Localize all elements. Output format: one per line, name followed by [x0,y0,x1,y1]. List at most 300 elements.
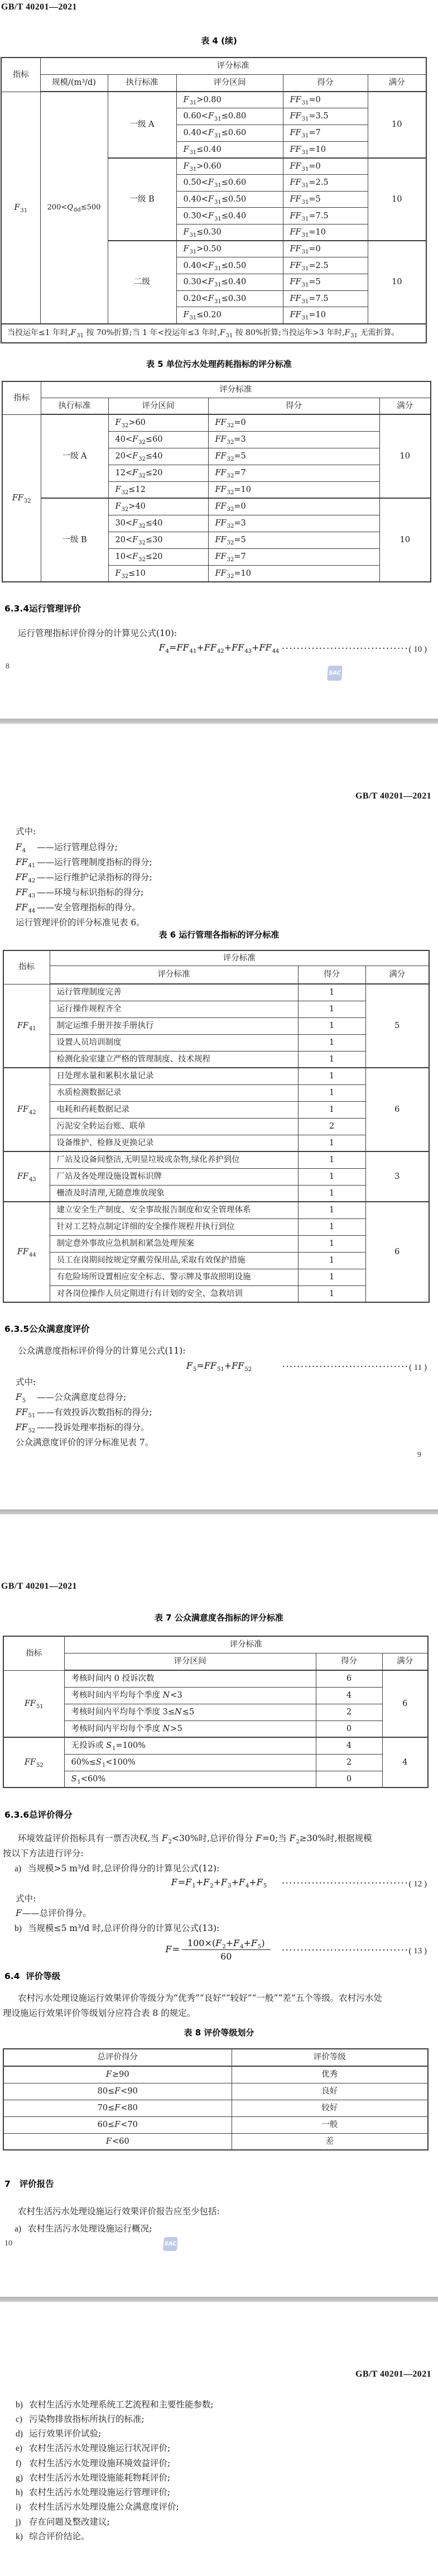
score-cell: $FF_{31}=2.5$ [283,257,368,274]
score-cell: $FF_{32}=7$ [208,548,379,565]
text-fragment: g) [16,2473,23,2483]
interval-cell: $F_{31}\le 0.30$ [176,224,283,241]
interval-cell: $F_{32}\le 12$ [108,481,208,498]
subscript: 31 [301,265,309,272]
subscript: 1 [112,1746,116,1752]
section-6-3-4-heading [4,602,81,614]
table-row [3,1235,429,1252]
text-fragment [16,1407,37,1420]
col-header: 评分区间 [108,398,208,414]
subscript: dd [73,207,81,213]
table-8 [3,2048,429,2150]
criteria-cell: 设置人员培训制度 [50,1034,298,1051]
text-fragment: $100\times(F_2+F_4+F_5)$ [182,1938,271,1950]
text-fragment: FF [290,128,301,138]
text-fragment: FF [215,451,227,461]
text-fragment: 农村生活污水处理设施能耗物耗评价; [29,2473,171,2483]
subscript: 32 [23,498,31,504]
subscript: 32 [138,556,146,563]
subscript: 43 [244,648,252,655]
interval-cell: $20<F_{32}\le 40$ [108,448,208,465]
subscript: 32 [121,506,129,513]
score-range-cell: F<60 [3,2133,232,2150]
text-fragment: $F_4=FF_{41}+FF_{42}+FF_{43}+FF_{44}$ [158,642,280,655]
criteria-cell: 建立安全生产制度、安全事故报告制度和安全管理体系 [50,1202,298,1218]
page-number-8: 8 [6,662,9,671]
list-item-a [15,2222,152,2234]
score-cell: $FF_{32}=10$ [208,565,379,582]
score-cell: $FF_{31}=0$ [283,241,368,257]
subscript: 31 [214,298,222,305]
subscript: 31 [301,216,309,222]
table-row [2,414,431,431]
section-6-4-heading [4,1970,60,1982]
score-cell: $FF_{31}=10$ [283,224,368,241]
score-cell: $FF_{31}=0$ [283,92,368,108]
text-fragment: FF [17,1247,28,1256]
text-fragment: F [185,1877,192,1887]
subscript: 42 [28,1109,36,1116]
criteria-cell: 运行操作规程齐全 [50,1001,298,1017]
indicator-cell [2,414,41,582]
text-fragment: F [208,261,214,270]
col-header: 评分标准 [50,966,298,984]
text-fragment: F [16,1908,22,1918]
col-header: 评分区间 [64,1653,316,1670]
interval-cell: 无投诉或 $S_1=100\%$ [64,1737,316,1754]
text-fragment: FF [290,211,301,221]
list-item-i [16,2500,179,2512]
grade-cell: 较好 [232,2100,428,2116]
table-6-title: 表 6 运行管理各指标的评分标准 [158,930,280,940]
text-fragment: F [183,310,189,320]
subscript: 31 [214,282,222,289]
section-number: 6.3.6 [4,1810,30,1820]
scale-cell: $200<Q_{dd}\le 500$ [40,92,108,324]
text-fragment: F [183,145,189,154]
section-title: 评价报告 [19,2179,54,2189]
text-fragment: a) [15,1864,22,1874]
section-title: 总评价得分 [29,1810,73,1820]
score-cell: 4 [316,1737,382,1754]
score-cell: 1 [298,1218,365,1235]
interval-cell: $F_{31}>0.50$ [176,241,283,257]
text-fragment: F [289,1833,296,1843]
table-7-title: 表 7 公众满意度各指标的评分标准 [155,1613,283,1623]
col-header: 评价等级 [232,2049,428,2066]
col-header: 执行标准 [41,398,108,414]
subscript: 43 [28,1176,36,1183]
subscript: 4 [240,1944,244,1951]
score-cell: 1 [298,1101,365,1118]
subscript: 31 [214,199,222,205]
formula-number: ( 10 ) [408,645,427,654]
text-fragment: FF [215,518,227,528]
score-cell: $FF_{31}=7.5$ [283,208,368,224]
list-item-c [16,2412,145,2425]
table-row [2,381,431,398]
score-range-cell: 70≤F<80 [3,2100,232,2116]
col-header: 指标 [3,950,50,984]
interval-cell: $0.60<F_{31}\le 0.80$ [176,108,283,125]
subscript: 31 [301,249,309,256]
shizhong-label: 式中: [16,1894,36,1904]
text-fragment: F= [165,1944,180,1954]
subscript: 32 [138,539,146,546]
section-number: 6.3.4 [4,604,30,614]
col-header: 得分 [208,398,379,414]
section-6-3-6-para1: 环境效益评价指标具有一票否决权,当 $F_2<30\%$时,总评价得分 F=0;当 $F_2\ge 30\%$时,根据规模 [18,1833,372,1846]
leader-dots: ·································· [282,1946,409,1954]
sac-watermark: SAC [163,2237,178,2251]
leader-dots: ·································· [282,1879,409,1887]
subscript: 1 [192,1883,196,1890]
text-fragment: FF [290,245,301,254]
text-fragment: F [158,642,165,653]
table-row [3,1720,428,1737]
text-fragment: FF [204,1360,216,1371]
criteria-cell: 电耗和药耗数据记录 [50,1101,298,1118]
score-cell: 1 [298,1185,365,1202]
subscript: 31 [76,332,84,339]
formula-10-intro: 运行管理指标评价得分的计算见公式(10): [18,628,177,638]
subscript: 32 [227,573,234,580]
text-fragment: FF [290,194,301,204]
score-cell: $FF_{31}=10$ [283,141,368,158]
subscript: 31 [301,183,309,189]
interval-cell: $F_{32}>40$ [108,498,208,515]
criteria-cell: 员工在岗期间按规定穿戴劳保用品,采取有效保护措施 [50,1252,298,1269]
text-fragment: FF [24,1757,36,1767]
text-fragment: 存在问题及整改建议; [29,2517,110,2527]
col-header: 满分 [368,74,426,92]
table-row [3,1771,428,1788]
score-cell: 1 [298,1084,365,1101]
text-fragment: S [71,1774,77,1784]
grade-cell: 良好 [232,2083,428,2100]
text-fragment [3,950,429,1302]
text-fragment: F [115,502,121,512]
text-fragment: F [161,1833,168,1843]
table-row [3,2066,428,2083]
text-fragment: F [208,112,214,121]
col-header: 规模/(m³/d) [40,74,108,92]
section-7-heading [4,2177,54,2190]
table-row [3,1151,429,1168]
text-fragment: FF [290,145,301,154]
table-row [3,1704,428,1720]
text-fragment: 污染物排放指标所执行的标准; [29,2414,145,2424]
text-fragment: h) [16,2488,23,2497]
text-fragment: F [115,485,121,494]
text-fragment: d) [16,2429,23,2439]
interval-cell: $12<F_{32}\le 20$ [108,465,208,481]
score-cell: 6 [316,1670,382,1687]
text-fragment: ——运行管理总得分; [37,842,118,852]
text-fragment: FF [290,95,301,105]
interval-cell: 考核时间内平均每个季度 N>5 [64,1720,316,1737]
indicator-cell [3,984,50,1068]
score-cell: $FF_{31}=5$ [283,191,368,208]
criteria-cell: 厂站及设备间整洁,无明显垃圾或杂物,绿化养护到位 [50,1151,298,1168]
subscript: 31 [350,332,358,339]
page3-header-doc-code: GB/T 40201—2021 [1,1581,77,1591]
full-score-cell: 10 [368,92,426,158]
interval-cell: $0.40<F_{31}\le 0.50$ [176,257,283,274]
subscript: 3 [228,1883,232,1890]
subscript: 52 [244,1366,252,1373]
text-fragment: b) [15,1924,22,1933]
text-fragment: F [132,552,138,561]
interval-cell: $F_{31}\le 0.20$ [176,307,283,324]
subscript: 2 [168,1839,172,1846]
col-header: 满分 [382,1653,428,1670]
subscript: 32 [138,523,146,529]
subscript: 32 [138,456,146,462]
criteria-cell: 污泥安全转运台账、联单 [50,1118,298,1135]
score-cell: $FF_{31}=10$ [283,307,368,324]
table-row [3,1653,428,1670]
score-cell: $FF_{32}=5$ [208,448,379,465]
subscript: 31 [189,249,197,256]
text-fragment: FF [16,902,28,912]
score-range-cell: 60≤F<70 [3,2116,232,2133]
score-cell: $FF_{31}=3.5$ [283,108,368,125]
text-fragment: FF [215,418,227,428]
score-cell: $FF_{31}=5$ [283,274,368,291]
subscript: 31 [214,216,222,222]
subscript: 42 [28,878,36,885]
subscript: 31 [301,298,309,305]
text-fragment: FF [204,642,216,653]
criteria-cell: 对各岗位操作人员定期进行有计划的安全、急救培训 [50,1285,298,1302]
subscript: 31 [189,166,197,173]
section-number: 6.3.5 [4,1324,30,1334]
criteria-cell: 制定意外事故应急机制和紧急处理预案 [50,1235,298,1252]
subscript: 44 [272,648,280,655]
subscript: 32 [121,489,129,496]
criteria-cell: 厂站及各处理设施设置标识牌 [50,1168,298,1185]
interval-cell: $F_{31}>0.60$ [176,158,283,175]
definition-line [16,1406,152,1418]
section-6-3-5-heading [4,1322,90,1335]
criteria-cell: 设备维护、检修及更换记录 [50,1135,298,1151]
text-fragment: FF [290,310,301,320]
text-fragment: F [208,194,214,204]
section-6-3-6-heading [4,1808,73,1820]
text-fragment: F [256,1833,262,1843]
score-cell: $FF_{32}=10$ [208,481,379,498]
list-item-h [16,2486,170,2498]
table-8-title: 表 8 评价等级划分 [184,2028,254,2038]
text-fragment: 农村生活污水处理设施运行概况; [28,2224,152,2234]
text-fragment: F [256,1877,263,1887]
text-fragment [3,1636,428,1788]
subscript: 5 [193,1366,197,1373]
col-header: 评分标准 [50,950,429,966]
text-fragment: FF [16,887,28,897]
text-fragment: 当规模>5 m³/d 时,总评价得分的计算见公式(12): [28,1863,220,1874]
subscript: 31 [20,207,28,214]
interval-cell: $30<F_{32}\le 40$ [108,515,208,532]
definition-line [16,901,141,913]
text-fragment: 60 [220,1951,232,1962]
text-fragment: F [16,842,22,852]
subscript: 31 [189,149,197,156]
indicator-cell [3,1670,64,1737]
standard-cell: 一级 B [108,158,176,241]
full-score-cell: 10 [368,158,426,241]
text-fragment: FF [215,568,227,578]
table-row [3,1118,429,1135]
text-fragment: FF [17,1105,28,1114]
full-score-cell: 3 [365,1151,429,1202]
text-fragment: F [203,1877,210,1887]
formula-11-intro: 公众满意度指标评价得分的计算见公式(11): [18,1346,186,1356]
text-fragment: FF [290,228,301,237]
score-cell: $FF_{31}=7.5$ [283,290,368,307]
section-title: 公众满意度评价 [29,1324,90,1334]
formula-number: ( 12 ) [408,1880,427,1889]
subscript: 51 [217,1366,224,1373]
text-fragment: j) [16,2517,21,2527]
full-score-cell: 10 [368,241,426,323]
list-item-e [16,2441,170,2454]
text-fragment: F [183,95,189,105]
indicator-cell [3,1737,64,1788]
formula-12-leader [282,1878,427,1889]
text-fragment: FF [17,1172,28,1181]
interval-cell: $F_{32}\le 10$ [108,565,208,582]
text-fragment: FF [290,294,301,304]
text-fragment: a) [15,2224,22,2234]
score-cell: 1 [298,984,365,1001]
table-row [1,58,426,74]
text-fragment [16,902,37,915]
full-score-cell: 4 [382,1737,428,1788]
criteria-cell: 栅渣及时清理,无随意堆放现象 [50,1185,298,1202]
text-fragment: F [132,535,138,544]
full-score-cell: 6 [382,1670,428,1737]
text-fragment: F [208,278,214,287]
text-fragment: F [132,434,138,444]
text-fragment: F [183,245,189,254]
text-fragment: FF [290,161,301,171]
interval-cell: 考核时间内平均每个季度 3≤N≤5 [64,1704,316,1720]
subscript: 42 [217,648,224,655]
text-fragment: FF [17,1021,28,1030]
score-range-cell: F≥90 [3,2066,232,2083]
text-fragment: F [344,328,350,337]
subscript: 32 [227,423,234,429]
table-row [3,950,429,966]
criteria-cell: 运行管理制度完善 [50,984,298,1001]
text-fragment: e) [16,2444,23,2453]
list-item-b [16,2398,214,2410]
table-row [1,324,426,343]
subscript: 41 [189,648,197,655]
table-row [1,92,426,108]
table-row [3,1034,429,1051]
score-cell: $FF_{31}=7$ [283,125,368,141]
text-fragment: F [114,2120,121,2129]
text-fragment: S [95,1757,102,1767]
text-fragment: F [221,1877,228,1887]
score-cell: 2 [298,1118,365,1135]
text-fragment: F [215,1938,222,1948]
subscript: 31 [301,199,309,205]
text-fragment: FF [24,1699,36,1708]
table-row [1,74,426,92]
subscript: 44 [28,908,36,915]
subscript: 44 [28,1251,36,1258]
shizhong-label: 式中: [16,1377,36,1387]
text-fragment: N [162,1724,170,1733]
page-separator [0,2297,438,2302]
text-fragment: F [208,128,214,138]
text-fragment [16,1392,37,1402]
col-header: 指标 [3,1636,64,1670]
table-7 [3,1636,429,1788]
col-header: 评分标准 [64,1636,428,1653]
subscript: 5 [263,1883,267,1890]
col-header: 得分 [316,1653,382,1670]
section-6-4-para1: 农村污水处理设施运行效果评价等级分为“优秀”“良好”“较好”“一般”“差”五个等级。农村污水处 [18,1993,382,2003]
standard-cell: 一级 A [41,414,108,498]
text-fragment: F [219,328,225,337]
subscript: 31 [301,315,309,322]
subscript: 31 [214,183,222,189]
score-cell: $FF_{32}=3$ [208,515,379,532]
text-fragment [16,872,37,885]
text-fragment: FF [12,493,23,503]
formula-10-leader [282,643,427,654]
subscript: 31 [214,133,222,140]
text-fragment: FF [16,872,28,882]
section-number: 7 [4,2179,11,2189]
text-fragment: F [114,2086,121,2096]
formula-11-leader [282,1361,427,1373]
text-fragment: S [106,1741,112,1751]
text-fragment: F [16,1392,22,1402]
text-fragment: f) [16,2459,22,2468]
subscript: 31 [301,166,309,173]
full-score-cell: 5 [365,984,429,1068]
text-fragment: 综合评价结论。 [29,2531,90,2541]
text-fragment [3,2049,428,2150]
table-row [3,1068,429,1084]
page2-header-doc-code: GB/T 40201—2021 [355,791,431,801]
text-fragment: ——运行维护记录指标的得分; [37,872,152,882]
formula-13-leader [282,1945,427,1956]
text-fragment: F [165,1944,172,1954]
text-fragment: FF [290,178,301,188]
score-cell: 1 [298,1285,365,1302]
criteria-cell: 有危险场所设置相应安全标志、警示牌及事故照明设施 [50,1269,298,1285]
page4-header-doc-code: GB/T 40201—2021 [355,2369,431,2379]
table-row [3,1101,429,1118]
col-header: 指标 [2,381,41,414]
table-row [3,2083,428,2100]
col-header: 指标 [1,58,40,92]
page-number-9: 9 [417,1451,421,1459]
text-fragment: F [70,328,76,337]
text-fragment: F [186,1360,193,1371]
score-cell: 1 [298,1001,365,1017]
subscript: 32 [227,472,234,479]
score-cell: 0 [316,1720,382,1737]
table-4-note: 当投运年≤1 年时$,F_{31}$ 按 70%折算;当 1 年<投运年≤3 年时$,F_{31}$ 按 80%折算;当投运年>3 年时$,F_{31}$ 无需折算。 [1,324,426,343]
